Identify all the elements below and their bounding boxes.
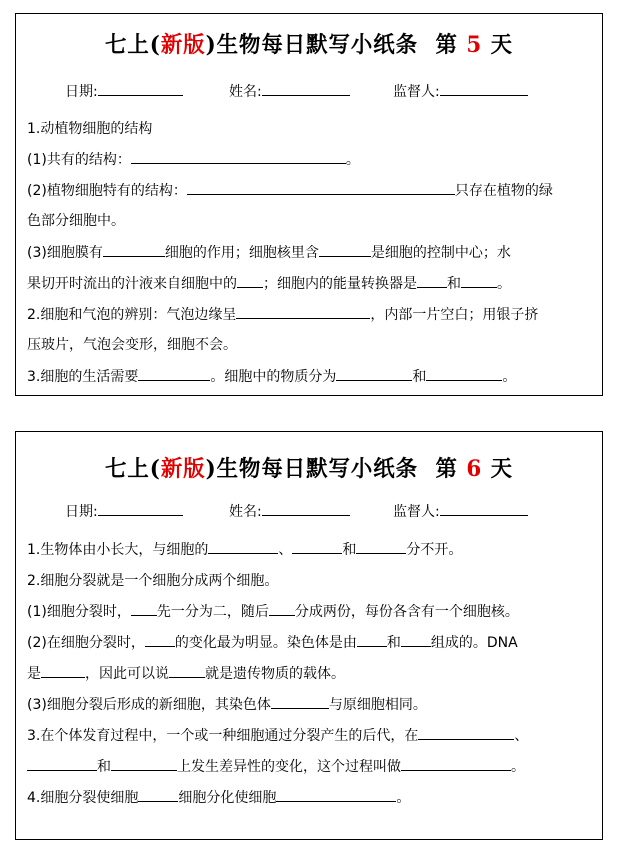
question-line	[27, 273, 511, 293]
date-field[interactable]: 日期:	[65, 501, 183, 521]
question-line	[27, 756, 525, 776]
blank[interactable]	[111, 756, 177, 771]
question-text: 压玻片，气泡会变形，细胞不会。	[27, 337, 237, 353]
question-text: 细胞分化使细胞	[178, 790, 277, 806]
question-text: 和	[447, 276, 461, 292]
question-text: 4.细胞分裂使细胞	[27, 790, 139, 806]
blank[interactable]	[292, 539, 342, 554]
blank[interactable]	[131, 601, 157, 616]
blank[interactable]	[41, 663, 85, 678]
day-label: 天	[482, 32, 514, 58]
question-text: 与原细胞相同。	[328, 697, 427, 713]
question-line	[27, 149, 360, 169]
title-highlight: 新版	[160, 32, 206, 58]
question-text: 2.细胞分裂就是一个细胞分成两个细胞。	[27, 573, 279, 589]
question-text: 3.在个体发育过程中，一个或一种细胞通过分裂产生的后代，在	[27, 728, 419, 744]
blank[interactable]	[356, 539, 406, 554]
name-field[interactable]: 姓名:	[229, 81, 350, 101]
blank[interactable]	[208, 539, 278, 554]
question-text: ，因此可以说	[85, 666, 169, 682]
blank[interactable]	[440, 81, 528, 96]
day-label: 第	[435, 456, 467, 482]
question-text: 。细胞中的物质分为	[210, 369, 337, 385]
blank[interactable]	[262, 501, 350, 516]
question-text: (1)共有的结构：	[27, 152, 131, 168]
blank[interactable]	[426, 366, 502, 381]
question-text: 先一分为二，随后	[156, 604, 269, 620]
title-highlight: 新版	[160, 456, 206, 482]
title-text: 七上(	[104, 32, 161, 58]
question-text: 和	[342, 542, 357, 558]
blank[interactable]	[357, 632, 387, 647]
question-line	[27, 118, 152, 138]
question-line	[27, 787, 410, 807]
question-line	[27, 663, 345, 683]
question-text: 组成的。DNA	[430, 635, 518, 651]
question-text: 是	[27, 666, 41, 682]
question-line	[27, 694, 427, 714]
question-line	[27, 632, 518, 652]
question-line	[27, 242, 511, 262]
blank[interactable]	[131, 149, 346, 164]
blank[interactable]	[98, 501, 183, 516]
question-text: ；细胞内的能量转换器是	[263, 276, 417, 292]
question-text: 1.生物体由小长大，与细胞的	[27, 542, 209, 558]
question-text: 、	[278, 542, 293, 558]
question-line	[27, 210, 125, 230]
title-text: )生物每日默写小纸条	[205, 456, 419, 482]
date-field[interactable]: 日期:	[65, 81, 183, 101]
supervisor-field[interactable]: 监督人:	[393, 501, 528, 521]
blank[interactable]	[237, 273, 263, 288]
question-text: 、	[514, 728, 529, 744]
question-text: 。	[511, 759, 525, 775]
question-text: (3)细胞膜有	[27, 245, 103, 261]
name-field[interactable]: 姓名:	[229, 501, 350, 521]
question-text: 。	[345, 152, 360, 168]
question-line	[27, 304, 538, 324]
blank[interactable]	[187, 180, 455, 195]
blank[interactable]	[262, 81, 350, 96]
blank[interactable]	[440, 501, 528, 516]
question-text: 分不开。	[406, 542, 463, 558]
question-text: 和	[386, 635, 401, 651]
card-title	[24, 452, 594, 483]
blank[interactable]	[336, 366, 412, 381]
blank[interactable]	[461, 273, 497, 288]
question-text: 。	[396, 790, 411, 806]
question-text: 和	[97, 759, 111, 775]
day-number: 6	[466, 456, 483, 482]
question-text: (2)植物细胞特有的结构：	[27, 183, 187, 199]
question-text: ，内部一片空白；用银子挤	[370, 307, 539, 323]
card-title	[24, 28, 594, 59]
question-text: (3)细胞分裂后形成的新细胞，其染色体	[27, 697, 271, 713]
question-line	[27, 725, 528, 745]
question-text: 果切开时流出的汁液来自细胞中的	[27, 276, 237, 292]
blank[interactable]	[418, 725, 514, 740]
blank[interactable]	[145, 632, 175, 647]
supervisor-field[interactable]: 监督人:	[393, 81, 528, 101]
question-line	[27, 366, 516, 386]
question-text: 上发生差异性的变化，这个过程叫做	[177, 759, 401, 775]
blank[interactable]	[138, 366, 210, 381]
blank[interactable]	[401, 756, 511, 771]
dictation-card-day5	[15, 13, 603, 396]
day-label: 天	[482, 456, 514, 482]
question-text: 是细胞的控制中心；水	[370, 245, 511, 261]
question-line	[27, 539, 462, 559]
question-text: (1)细胞分裂时，	[27, 604, 131, 620]
title-text: 七上(	[104, 456, 161, 482]
day-label: 第	[435, 32, 467, 58]
question-line	[27, 334, 237, 354]
blank[interactable]	[276, 787, 396, 802]
day-number: 5	[466, 32, 483, 58]
blank[interactable]	[138, 787, 178, 802]
question-text: 只存在植物的绿	[454, 183, 553, 199]
blank[interactable]	[98, 81, 183, 96]
blank[interactable]	[319, 242, 371, 257]
blank[interactable]	[271, 694, 329, 709]
title-text: )生物每日默写小纸条	[205, 32, 419, 58]
question-line	[27, 180, 553, 200]
blank[interactable]	[103, 242, 165, 257]
blank[interactable]	[169, 663, 205, 678]
blank[interactable]	[236, 304, 370, 319]
question-text: 就是遗传物质的载体。	[205, 666, 345, 682]
blank[interactable]	[27, 756, 97, 771]
blank[interactable]	[269, 601, 295, 616]
question-text: 的变化最为明显。染色体是由	[174, 635, 357, 651]
question-text: 3.细胞的生活需要	[27, 369, 139, 385]
question-line	[27, 570, 278, 590]
question-text: (2)在细胞分裂时，	[27, 635, 145, 651]
question-line	[27, 601, 519, 621]
blank[interactable]	[417, 273, 447, 288]
blank[interactable]	[401, 632, 431, 647]
question-text: 和	[412, 369, 427, 385]
dictation-card-day6	[15, 431, 603, 840]
question-text: 分成两份，每份各含有一个细胞核。	[294, 604, 519, 620]
question-text: 1.动植物细胞的结构	[27, 121, 153, 137]
question-text: 2.细胞和气泡的辨别：气泡边缘呈	[27, 307, 237, 323]
question-text: 。	[497, 276, 511, 292]
question-text: 色部分细胞中。	[27, 213, 125, 229]
question-text: 细胞的作用；细胞核里含	[164, 245, 319, 261]
question-text: 。	[502, 369, 517, 385]
